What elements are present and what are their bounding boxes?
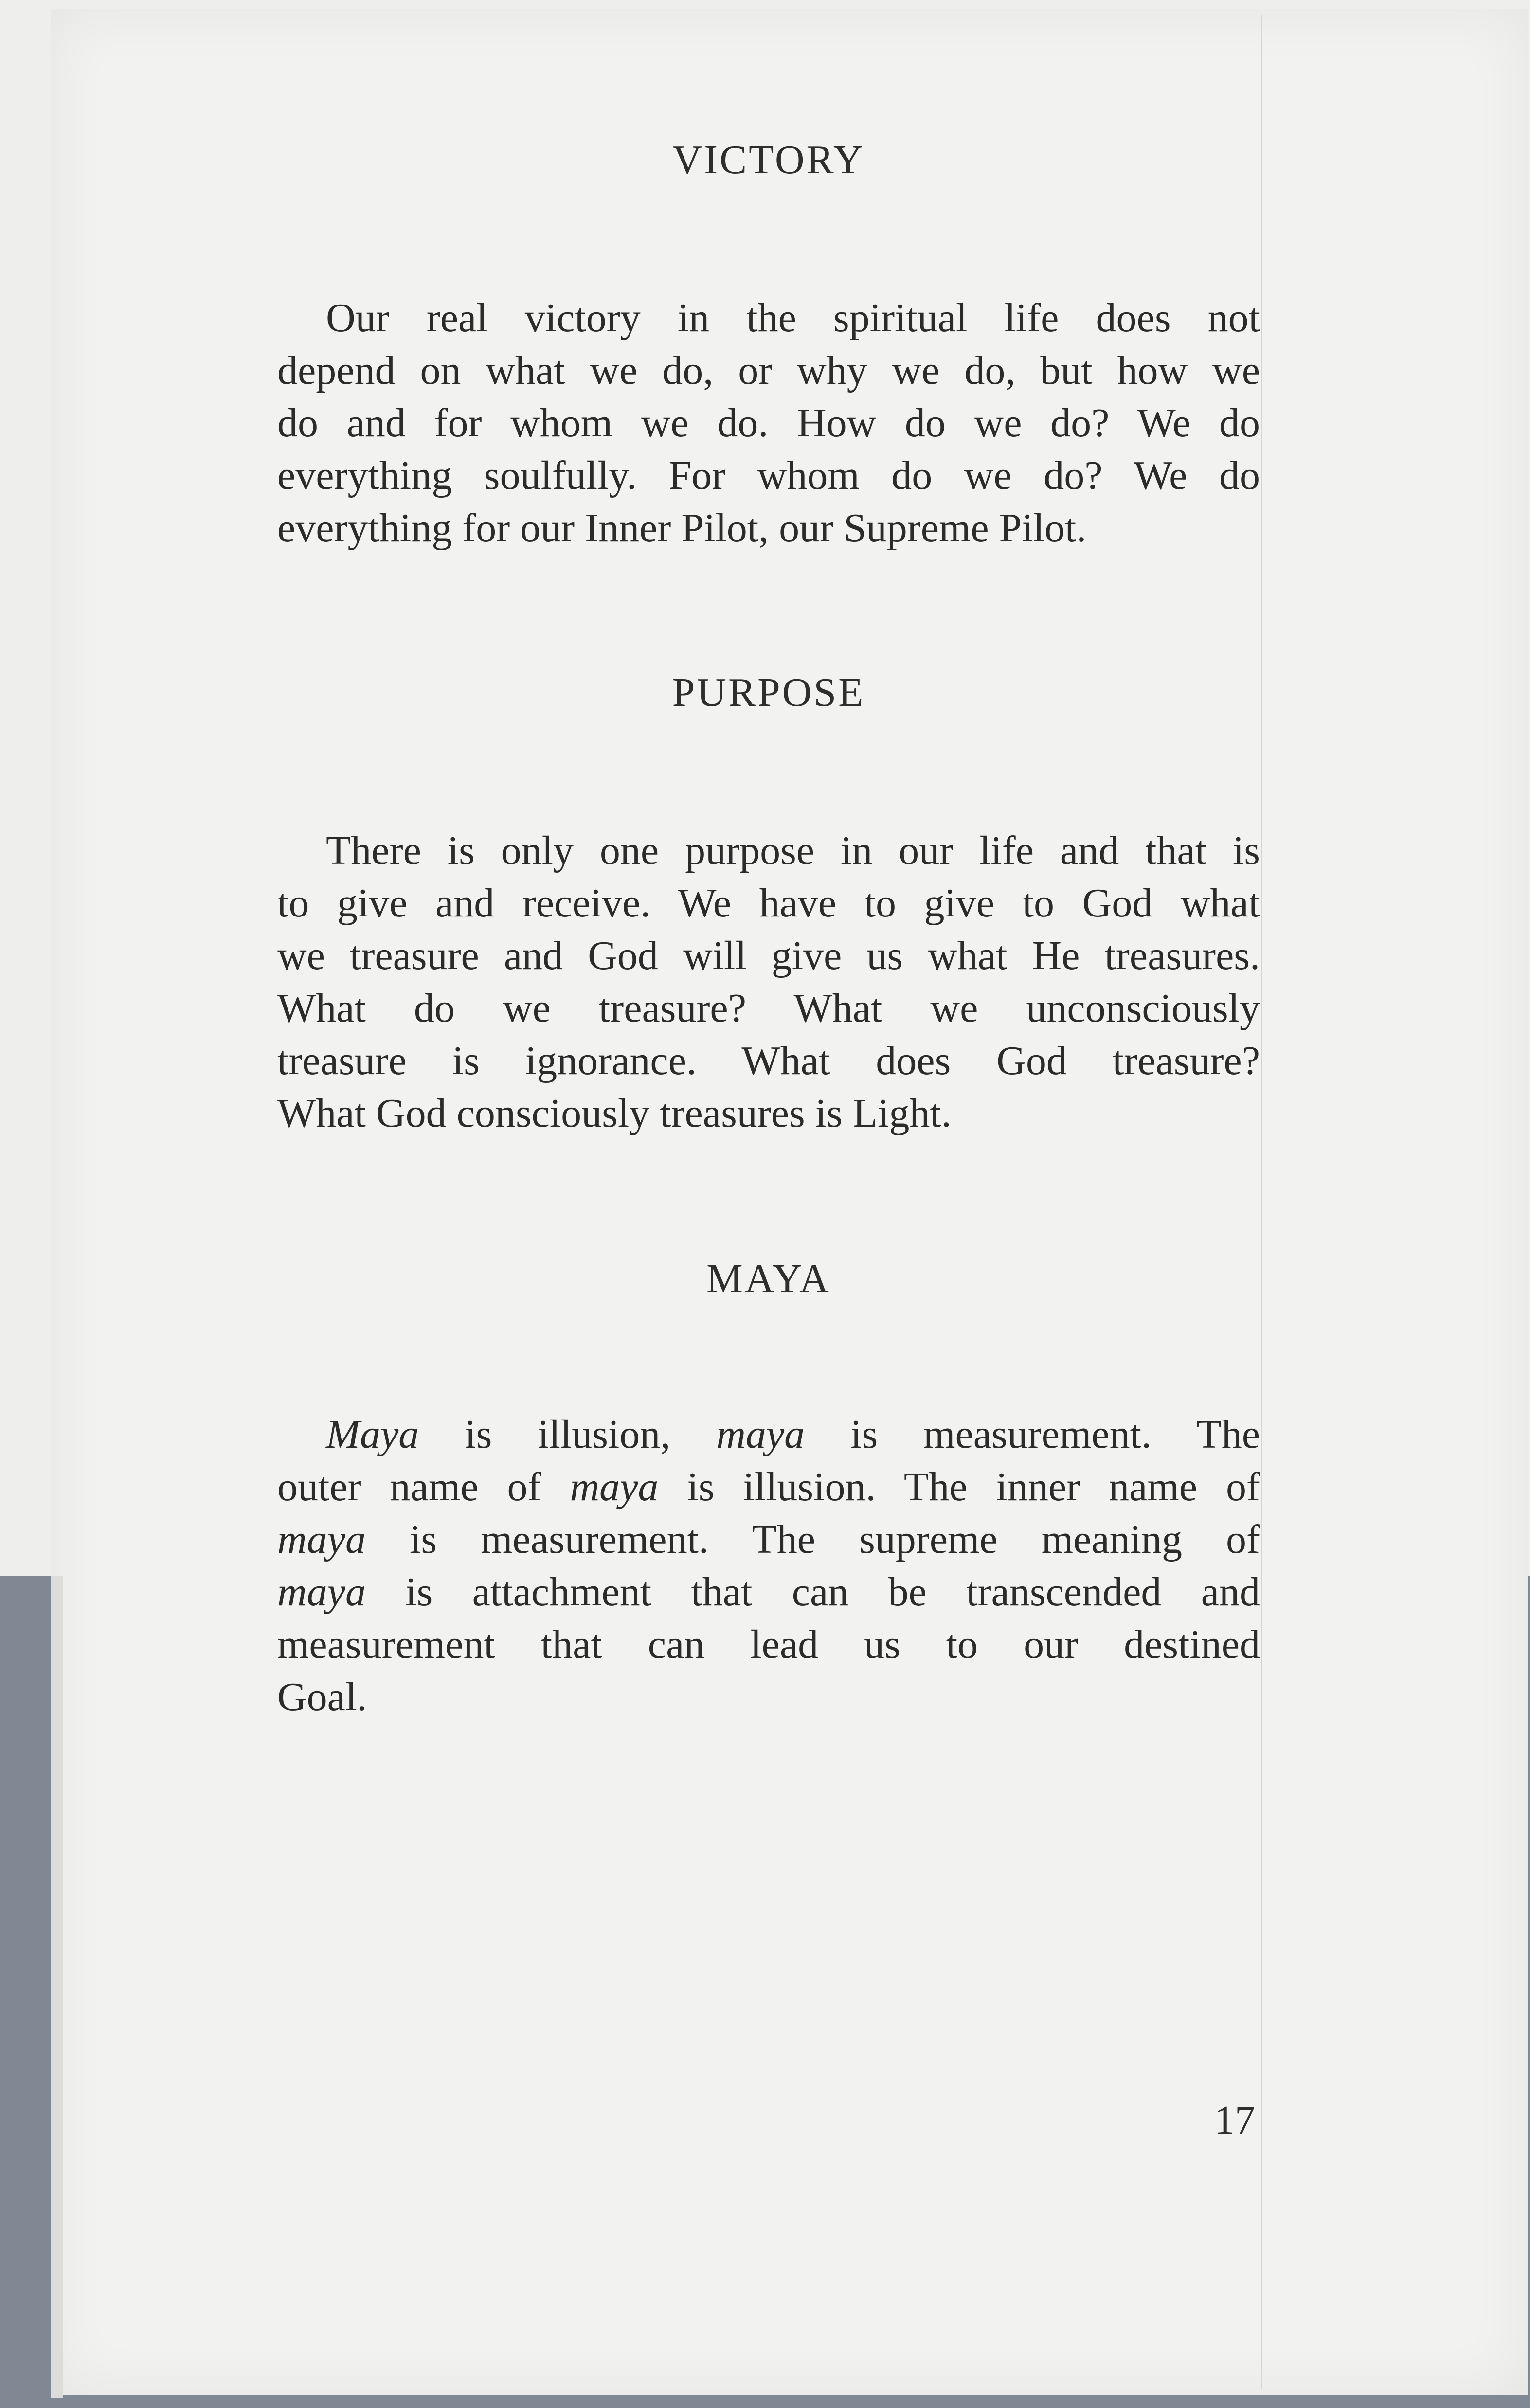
text-run: is measurement. The supreme meaning of	[365, 1517, 1260, 1562]
text-line: What do we treasure? What we unconsciously	[277, 986, 1260, 1031]
italic-term: maya	[277, 1517, 366, 1562]
paragraph	[277, 292, 1260, 555]
text-line: There is only one purpose in our life and that is	[326, 828, 1260, 873]
text-line	[277, 1566, 1260, 1618]
text-line: What God consciously treasures is Light.	[277, 1091, 952, 1136]
text-line: we treasure and God will give us what He treasures.	[277, 933, 1260, 978]
text-line	[277, 1461, 1260, 1513]
text-run: outer name of	[277, 1464, 570, 1509]
page-number: 17	[1214, 2098, 1255, 2143]
text-run: is attachment that can be transcended and	[365, 1569, 1260, 1615]
text-line	[277, 1408, 1260, 1461]
text-run: measurement that can lead us to our destined	[277, 1622, 1260, 1667]
text-line	[277, 1513, 1260, 1566]
section-body-maya	[277, 1408, 1260, 1724]
text-line: Our real victory in the spiritual life does not	[326, 295, 1260, 341]
paragraph	[277, 825, 1260, 1140]
italic-term: Maya	[326, 1412, 419, 1457]
section-heading-victory: VICTORY	[672, 137, 865, 182]
text-run: Goal.	[277, 1674, 367, 1720]
section-body-victory	[277, 292, 1260, 555]
italic-term: maya	[277, 1569, 366, 1615]
text-line: everything for our Inner Pilot, our Supreme Pilot.	[277, 505, 1087, 551]
section-heading-maya: MAYA	[706, 1256, 831, 1301]
text-run: is measurement. The	[805, 1412, 1260, 1457]
page-binding-line	[1261, 15, 1262, 2389]
text-line: depend on what we do, or why we do, but how we	[277, 348, 1260, 393]
paragraph	[277, 1408, 1260, 1724]
text-line	[277, 1618, 1260, 1671]
italic-term: maya	[716, 1412, 805, 1457]
section-heading-purpose: PURPOSE	[672, 670, 865, 715]
text-run: is illusion. The inner name of	[658, 1464, 1260, 1509]
text-line: everything soulfully. For whom do we do? We do	[277, 453, 1260, 498]
text-line	[277, 1671, 1260, 1724]
section-body-purpose	[277, 825, 1260, 1140]
text-run: is illusion,	[419, 1412, 717, 1457]
text-line: treasure is ignorance. What does God treasure?	[277, 1038, 1260, 1083]
italic-term: maya	[570, 1464, 659, 1509]
page-edge-shadow	[51, 1576, 63, 2398]
text-line: to give and receive. We have to give to God what	[277, 881, 1260, 926]
text-line: do and for whom we do. How do we do? We do	[277, 400, 1260, 446]
